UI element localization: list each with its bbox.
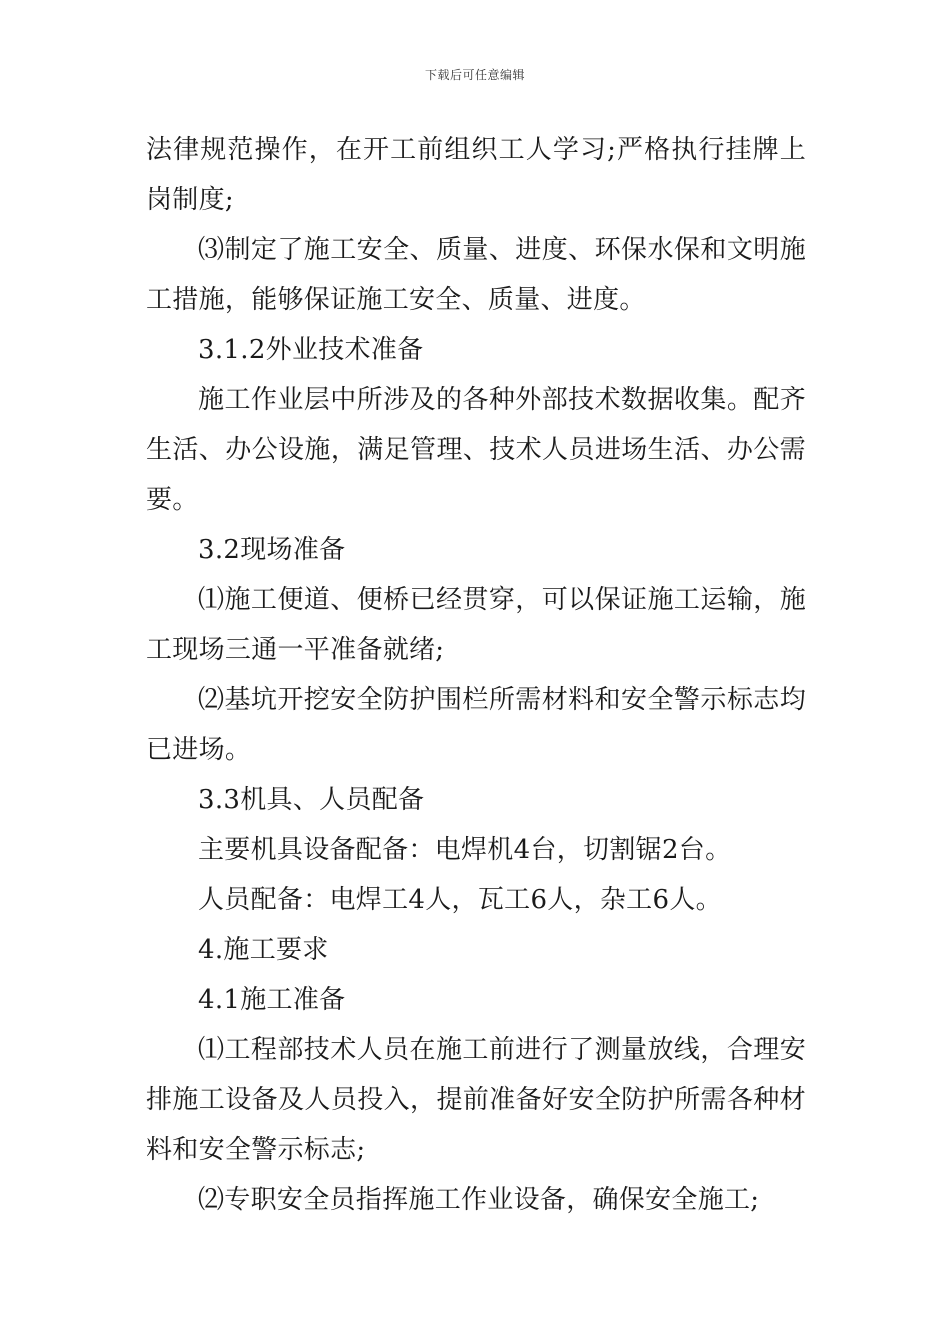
paragraph-prep-item-2: ⑵专职安全员指挥施工作业设备，确保安全施工; [198, 1185, 760, 1215]
paragraph-personnel: 人员配备：电焊工4人，瓦工6人，杂工6人。 [198, 885, 722, 915]
paragraph-item-3: ⑶制定了施工安全、质量、进度、环保水保和文明施工措施，能够保证施工安全、质量、进度。 [146, 235, 806, 315]
section-heading-3-2: 3.2现场准备 [198, 535, 346, 565]
section-heading-3-3: 3.3机具、人员配备 [198, 785, 425, 815]
section-heading-4: 4.施工要求 [198, 935, 329, 965]
paragraph-equipment: 主要机具设备配备：电焊机4台，切割锯2台。 [198, 835, 732, 865]
section-heading-4-1: 4.1施工准备 [198, 985, 346, 1015]
paragraph-site-item-1: ⑴施工便道、便桥已经贯穿，可以保证施工运输，施工现场三通一平准备就绪; [146, 585, 806, 665]
document-body [146, 125, 806, 1225]
page-header: 下载后可任意编辑 [424, 68, 525, 82]
paragraph-continuation: 法律规范操作，在开工前组织工人学习;严格执行挂牌上岗制度; [146, 135, 806, 215]
paragraph-site-item-2: ⑵基坑开挖安全防护围栏所需材料和安全警示标志均已进场。 [146, 685, 806, 765]
paragraph-external-tech: 施工作业层中所涉及的各种外部技术数据收集。配齐生活、办公设施，满足管理、技术人员进场生活、办公需要。 [146, 385, 806, 515]
section-heading-3-1-2: 3.1.2外业技术准备 [198, 335, 424, 365]
paragraph-prep-item-1: ⑴工程部技术人员在施工前进行了测量放线，合理安排施工设备及人员投入，提前准备好安全防护所需各种材料和安全警示标志; [146, 1035, 806, 1165]
